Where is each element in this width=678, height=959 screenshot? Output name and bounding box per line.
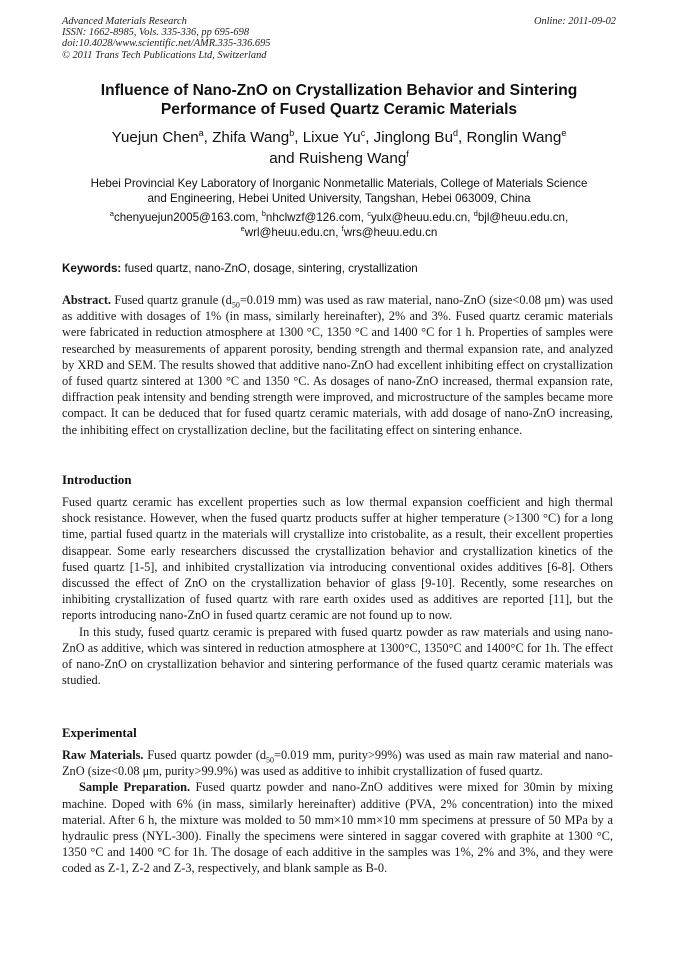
paragraph: In this study, fused quartz ceramic is prepared with fused quartz powder as raw materials and using nano-ZnO as additive, which was sintered in reduction atmosphere at 1300°C, 1350°C and 1400°C for 1h. The effect of nano-ZnO on crystallization behavior and sintering performance of the fused quartz ceramic materials was studied. xyxy=(62,624,613,688)
keywords-label: Keywords: xyxy=(62,262,122,275)
issn-line: ISSN: 1662-8985, Vols. 335-336, pp 695-698 xyxy=(62,27,250,39)
keywords-text: fused quartz, nano-ZnO, dosage, sintering, crystallization xyxy=(121,262,418,275)
title-line-1: Influence of Nano-ZnO on Crystallization Behavior and Sintering xyxy=(100,82,578,99)
sample-preparation-label: Sample Preparation. xyxy=(79,780,191,795)
email-link[interactable]: $^e$wrl@heuu.edu.cn, xyxy=(240,224,342,239)
affiliation-line-2: and Engineering, Hebei United University, Tangshan, Hebei 063009, China xyxy=(147,192,531,205)
email-link[interactable]: $^a$chenyuejun2005@163.com, xyxy=(109,209,262,224)
author: and Ruisheng Wang$^f$ xyxy=(269,148,409,167)
paper-title xyxy=(40,81,638,119)
affiliation xyxy=(50,176,628,206)
journal-name: Advanced Materials Research xyxy=(62,16,187,27)
abstract-label: Abstract. xyxy=(62,293,112,307)
introduction-heading: Introduction xyxy=(62,473,132,487)
author: Lixue Yu$^c$, xyxy=(302,127,374,146)
author: Zhifa Wang$^b$, xyxy=(212,127,303,146)
copyright-line: © 2011 Trans Tech Publications Ltd, Switzerland xyxy=(62,49,267,61)
title-line-2: Performance of Fused Quartz Ceramic Materials xyxy=(160,101,518,118)
raw-materials-label: Raw Materials. xyxy=(62,748,144,762)
paragraph: Sample Preparation. Fused quartz powder and nano-ZnO additives were mixed for 30min by mixing machine. Doped with 6% (in mass, similarly hereinafter) additive (PVA, 2% concentration) into the mixed material. After 6 h, the mixture was molded to 50 mm×10 mm×10 mm specimens at pressure of 50 MPa by a hydraulic press (NYL-300). Finally the specimens were sintered in saggar covered with graphite at 1300 °C, 1350 °C and 1400 °C for 1h. The dosage of each additive in the samples was 1%, 2% and 3%, and they were coded as Z-1, Z-2 and Z-3, respectively, and blank sample as B-0. xyxy=(62,780,613,876)
keywords-line xyxy=(62,262,616,276)
online-date: Online: 2011-09-02 xyxy=(533,16,616,27)
email-link[interactable]: $^c$yulx@heuu.edu.cn, xyxy=(367,209,474,224)
affiliation-line-1: Hebei Provincial Key Laboratory of Inorganic Nonmetallic Materials, College of Materials Science xyxy=(90,177,588,190)
experimental-heading: Experimental xyxy=(62,726,137,740)
paragraph: Raw Materials. Fused quartz powder ($d_{50}=0.019$ mm, purity>99%) was used as main raw material and nano-ZnO (size<0.08 μm, purity>99.9%) was used as additive to inhibit crystallization of fused quartz. xyxy=(62,748,613,779)
paragraph: Fused quartz ceramic has excellent properties such as low thermal expansion coefficient and high thermal shock resistance. However, when the fused quartz products suffer at higher temperature (>1300 °C) for a long time, partial fused quartz in the materials will crystallize into cristobalite, as a result, their excellent properties disappear. Some early researchers discussed the crystallization behavior and crystallization kinetics of the fused quartz [1-5], and inhibited crystallization via introducing conventional oxides additives [6-8]. Others discussed the effect of ZnO on the crystallization behavior of glass [9-10]. Recently, some researches on inhibiting crystallization of fused quartz with rare earth oxides used as additives are reported [11], but the reports introducing nano-ZnO in fused quartz ceramic are not found up to now. xyxy=(62,495,613,623)
email-link[interactable]: $^b$nhclwzf@126.com, xyxy=(261,209,368,224)
author: Jinglong Bu$^d$, xyxy=(373,127,467,146)
experimental-body xyxy=(62,747,613,877)
author-list xyxy=(40,127,638,169)
author: Ronglin Wang$^e$ xyxy=(466,127,567,146)
abstract: Abstract. Fused quartz granule ($d_{50}=0.019$ mm) was used as raw material, nano-ZnO (size<0.08 μm) was used as additive with dosages of 1% (in mass, similarly hereinafter), 2% and 3%. Fused quartz ceramic materials were fabricated in reduction atmosphere at 1300 °C, 1350 °C and 1400 °C for 1 h. Properties of samples were researched by measurements of apparent porosity, bending strength and thermal expansion rate, and analyzed by XRD and SEM. The results showed that additive nano-ZnO had excellent inhibiting effect on crystallization of fused quartz sintered at 1300 °C and 1350 °C. As dosages of nano-ZnO increased, thermal expansion rate, diffraction peak intensity and bending strength were improved, and microstructure of the samples became more compact. It can be deduced that for fused quartz ceramic materials, with add dosage of nano-ZnO increasing, the inhibiting effect on crystallization decline, but the facilitating effect on sintering enhance. xyxy=(62,293,613,437)
author-emails xyxy=(50,210,628,240)
doi-line: doi:10.4028/www.scientific.net/AMR.335-336.695 xyxy=(62,38,271,50)
journal-header xyxy=(62,16,616,61)
introduction-body xyxy=(62,494,613,688)
email-link[interactable]: $^d$bjl@heuu.edu.cn, xyxy=(473,209,569,224)
email-link[interactable]: $^f$wrs@heuu.edu.cn xyxy=(341,224,438,239)
author: Yuejun Chen$^a$, xyxy=(111,127,213,146)
